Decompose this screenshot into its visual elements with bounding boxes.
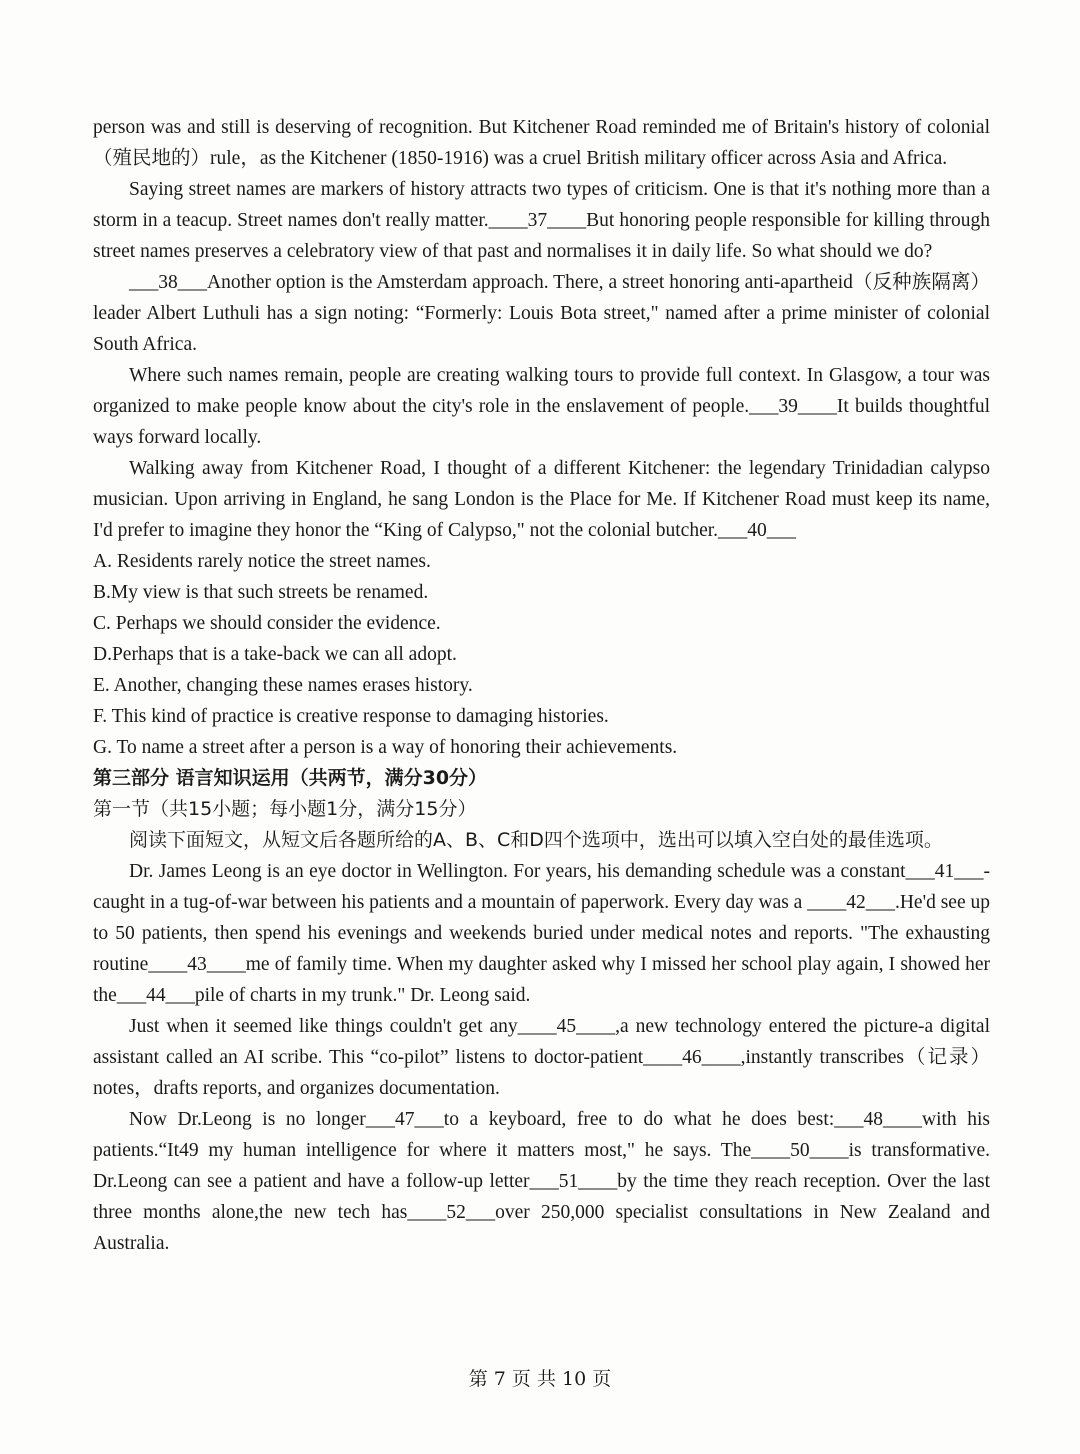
- option-g: G. To name a street after a person is a way of honoring their achievements.: [93, 737, 678, 758]
- cloze-paragraph-3: Now Dr.Leong is no longer___47___to a keyboard, free to do what he does best:___48____with his patients.“It49 my human intelligence for where it matters most," he says. The____50____is transformative. Dr.Leong can see a patient and have a follow-up letter___51____by the time they reach reception. Over the last three months alone,the new tech has____52___over 250,000 specialist consultations in New Zealand and Australia.: [93, 1109, 990, 1254]
- reading-paragraph-2: Saying street names are markers of history attracts two types of criticism. One is that it's nothing more than a storm in a teacup. Street names don't really matter.____37____But honoring people responsible for killing through street names preserves a celebratory view of that past and normalises it in daily life. So what should we do?: [93, 179, 990, 262]
- option-f: F. This kind of practice is creative response to damaging histories.: [93, 706, 609, 727]
- reading-paragraph-4: Where such names remain, people are creating walking tours to provide full context. In Glasgow, a tour was organized to make people know about the city's role in the enslavement of people.___39____It builds thoughtful ways forward locally.: [93, 365, 990, 448]
- reading-paragraph-5: Walking away from Kitchener Road, I thought of a different Kitchener: the legendary Trinidadian calypso musician. Upon arriving in England, he sang London is the Place for Me. If Kitchener Road must keep its name, I'd prefer to imagine they honor the “King of Calypso," not the colonial butcher.___40___: [93, 458, 990, 541]
- option-e: E. Another, changing these names erases history.: [93, 675, 473, 696]
- cloze-paragraph-2: Just when it seemed like things couldn't get any____45____,a new technology entered the picture-a digital assistant called an AI scribe. This “co-pilot” listens to doctor-patient____46____,instantly transcribes（记录）notes，drafts reports, and organizes documentation.: [93, 1016, 990, 1099]
- section1-instruction: 阅读下面短文，从短文后各题所给的A、B、C和D四个选项中，选出可以填入空白处的最佳选项。: [129, 829, 943, 851]
- reading-paragraph-3: ___38___Another option is the Amsterdam approach. There, a street honoring anti-apartheid（反种族隔离）leader Albert Luthuli has a sign noting: “Formerly: Louis Bota street," named after a prime minister of colonial South Africa.: [93, 272, 990, 355]
- option-a: A. Residents rarely notice the street names.: [93, 551, 431, 572]
- section1-heading: 第一节（共15小题；每小题1分，满分15分）: [93, 798, 477, 820]
- page-content: [93, 112, 990, 1259]
- reading-paragraph-1: person was and still is deserving of recognition. But Kitchener Road reminded me of Britain's history of colonial（殖民地的）rule，as the Kitchener (1850-1916) was a cruel British military officer across Asia and Africa.: [93, 117, 990, 169]
- part3-heading: 第三部分 语言知识运用（共两节，满分30分）: [93, 767, 488, 789]
- cloze-paragraph-1: Dr. James Leong is an eye doctor in Wellington. For years, his demanding schedule was a constant___41___-caught in a tug-of-war between his patients and a mountain of paperwork. Every day was a ____42___.He'd see up to 50 patients, then spend his evenings and weekends buried under medical notes and reports. "The exhausting routine____43____me of family time. When my daughter asked why I missed her school play again, I showed her the___44___pile of charts in my trunk." Dr. Leong said.: [93, 861, 990, 1006]
- page-footer: 第 7 页 共 10 页: [468, 1368, 612, 1390]
- option-b: B.My view is that such streets be renamed.: [93, 582, 429, 603]
- option-d: D.Perhaps that is a take-back we can all adopt.: [93, 644, 457, 665]
- option-c: C. Perhaps we should consider the evidence.: [93, 613, 441, 634]
